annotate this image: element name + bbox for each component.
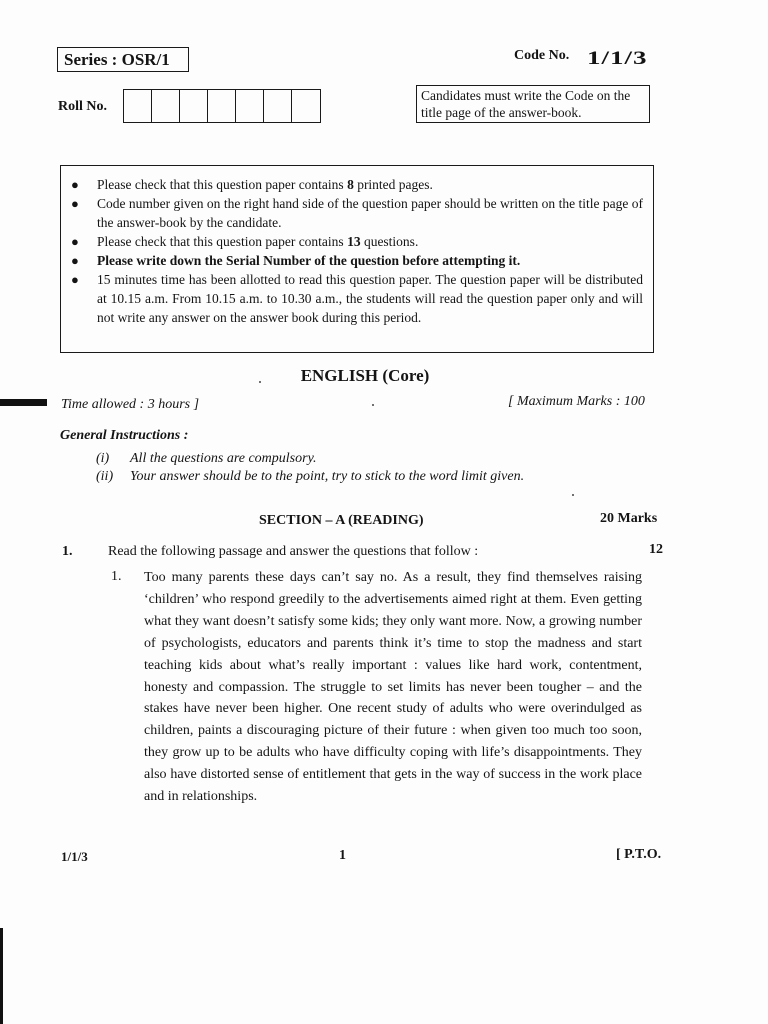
instruction-text: questions. (360, 234, 419, 249)
general-instruction-text: All the questions are compulsory. (130, 451, 317, 466)
roll-number-cell[interactable] (124, 90, 152, 122)
instruction-item (71, 232, 643, 251)
time-allowed: Time allowed : 3 hours ] (61, 397, 200, 412)
code-value: 1/1/3 (587, 47, 648, 68)
instruction-item (71, 194, 643, 232)
general-instructions-heading: General Instructions : (60, 428, 189, 443)
instruction-text: Please write down the Serial Number of the question before attempting it. (97, 253, 521, 268)
section-title: SECTION – A (READING) (259, 513, 424, 528)
scan-speck (572, 494, 574, 496)
instruction-item (71, 175, 643, 194)
general-instruction-item (96, 450, 524, 468)
instruction-text: Please check that this question paper contains (97, 177, 348, 192)
roll-number-boxes[interactable] (123, 89, 321, 123)
scan-speck (259, 381, 261, 383)
bullet-icon: ● (71, 177, 79, 192)
roll-number-cell[interactable] (180, 90, 208, 122)
roll-number-label: Roll No. (58, 99, 107, 114)
instruction-text: printed pages. (353, 177, 433, 192)
maximum-marks-text: Maximum Marks : 100 (516, 394, 645, 409)
scan-speck (372, 404, 374, 406)
general-instruction-text: Your answer should be to the point, try to stick to the word limit given. (130, 469, 525, 484)
general-instruction-number: (i) (96, 451, 110, 466)
instruction-text: Code number given on the right hand side of the question paper should be written on the title page of the answer-book by the candidate. (97, 196, 643, 230)
question-number: 1. (62, 544, 73, 559)
code-label: Code No. (514, 48, 570, 63)
roll-number-cell[interactable] (292, 90, 320, 122)
bullet-icon: ● (71, 234, 79, 249)
roll-number-cell[interactable] (152, 90, 180, 122)
footer-code: 1/1/3 (61, 849, 88, 864)
paragraph-number: 1. (111, 569, 122, 584)
instruction-item (71, 270, 643, 327)
page-number: 1 (339, 848, 346, 863)
subject-title: ENGLISH (Core) (300, 366, 430, 385)
question-text: Read the following passage and answer the questions that follow : (108, 544, 479, 559)
scan-mark (0, 399, 47, 406)
general-instructions-list (96, 450, 524, 486)
maximum-marks (508, 394, 645, 410)
bullet-icon: ● (71, 253, 79, 268)
instruction-item (71, 251, 643, 270)
roll-number-cell[interactable] (264, 90, 292, 122)
please-turn-over: [ P.T.O. (616, 847, 662, 862)
candidate-code-note: Candidates must write the Code on the title page of the answer-book. (416, 85, 650, 123)
instructions-box (60, 165, 654, 353)
instruction-text: 15 minutes time has been allotted to read this question paper. The question paper will be distributed at 10.15 a.m. From 10.15 a.m. to 10.30 a.m., the students will read the question paper only and will not write any answer on the answer book during this period. (97, 272, 643, 325)
instruction-text: 13 (347, 234, 361, 249)
roll-number-cell[interactable] (236, 90, 264, 122)
general-instruction-item (96, 468, 524, 486)
scan-edge-mark (0, 928, 3, 1024)
question-marks: 12 (649, 542, 663, 557)
roll-number-cell[interactable] (208, 90, 236, 122)
instruction-text: 8 (347, 177, 354, 192)
general-instruction-number: (ii) (96, 469, 114, 484)
section-marks: 20 Marks (600, 511, 658, 526)
reading-passage: Too many parents these days can’t say no. As a result, they find themselves raising ‘children’ who respond greedily to the advertisements aimed right at them. Even getting what they want doesn’t satisfy some kids; they only want more. Now, a growing number of psychologists, educators and parents think it’s time to stop the madness and start teaching kids about what’s really important : values like hard work, contentment, honesty and compassion. The struggle to set limits has never been tougher – and the stakes have never been higher. One recent study of adults who were overindulged as children, paints a discouraging picture of their future : when given too much too soon, they grow up to be adults who have difficulty coping with life’s disappointments. They also have distorted sense of entitlement that gets in the way of success in the work place and in relationships. (144, 570, 642, 805)
bullet-icon: ● (71, 196, 79, 211)
bullet-icon: ● (71, 272, 79, 287)
maximum-marks-bracket: [ (508, 394, 514, 409)
series-label: Series : OSR/1 (57, 47, 189, 72)
instruction-text: Please check that this question paper contains (97, 234, 348, 249)
instructions-list (71, 175, 643, 327)
